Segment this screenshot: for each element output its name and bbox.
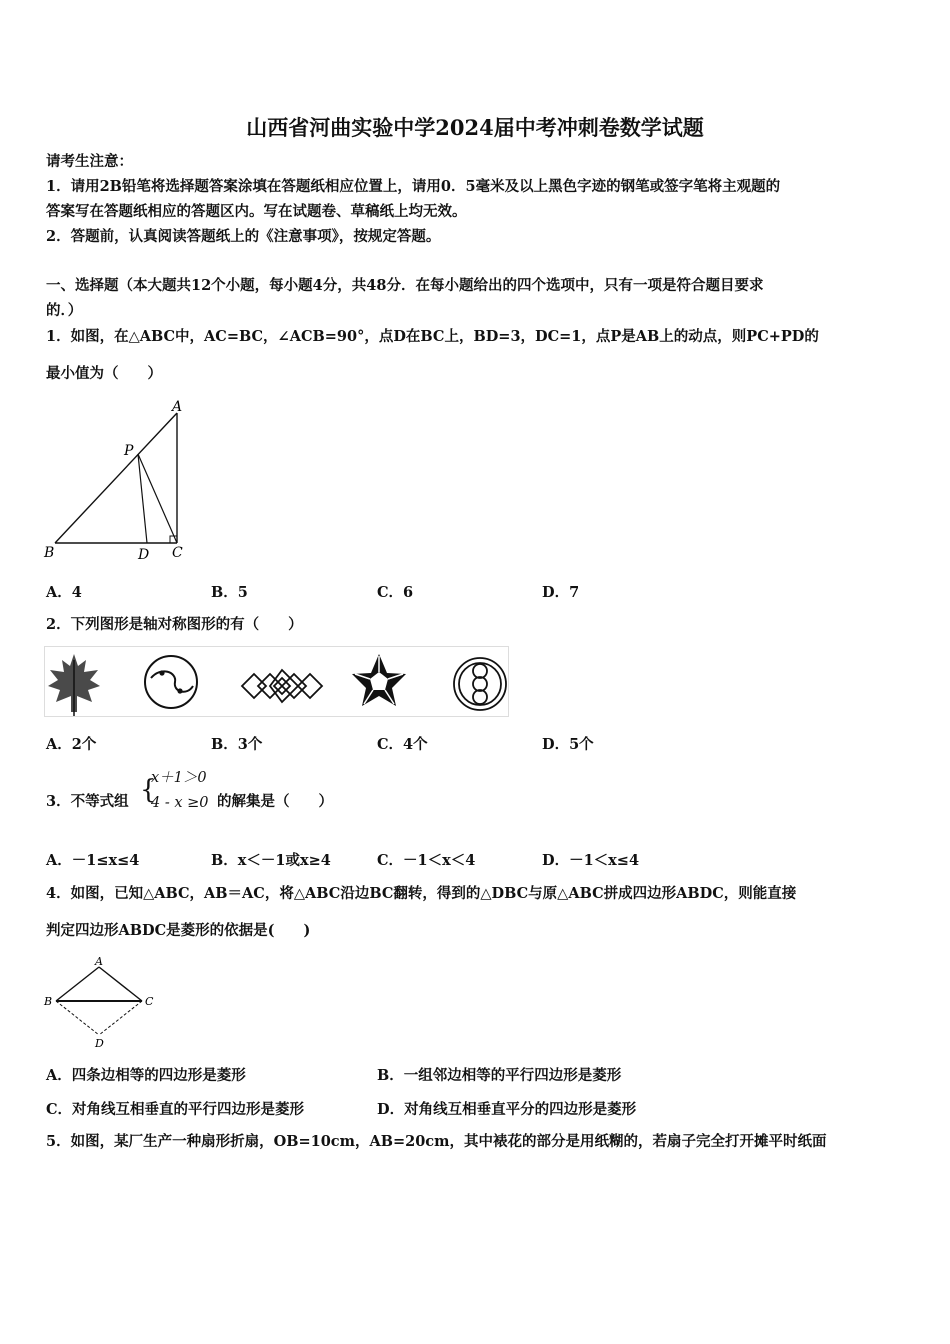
q2-option-c[interactable]: C．4个 <box>377 736 428 753</box>
label-B: B <box>44 995 53 1008</box>
section-heading-cont: 的．） <box>46 302 83 319</box>
q3-inequality-2: 4 - x ≥0 <box>151 795 209 811</box>
label-A: A <box>172 399 183 415</box>
concentric-circles-icon <box>454 658 506 710</box>
question-2-stem: 2．下列图形是轴对称图形的有（ ） <box>46 616 303 633</box>
notice-line: 2．答题前，认真阅读答题纸上的《注意事项》，按规定答题。 <box>46 228 441 245</box>
q4-option-a[interactable]: A．四条边相等的四边形是菱形 <box>46 1067 246 1084</box>
q3-option-a[interactable]: A．－1≤x≤4 <box>46 852 140 869</box>
q2-option-a[interactable]: A．2个 <box>46 736 97 753</box>
section-heading: 一、选择题（本大题共12个小题，每小题4分，共48分．在每小题给出的四个选项中，只有一项是符合题目要求 <box>46 277 764 294</box>
q1-option-a[interactable]: A．4 <box>46 584 82 601</box>
question-1-stem-cont: 最小值为（ ） <box>46 365 162 382</box>
q1-triangle-figure <box>40 395 200 565</box>
label-A: A <box>95 955 103 968</box>
q1-option-d[interactable]: D．7 <box>542 584 580 601</box>
q4-option-d[interactable]: D．对角线互相垂直平分的四边形是菱形 <box>377 1101 637 1118</box>
q3-option-c[interactable]: C．－1＜x＜4 <box>377 852 476 869</box>
question-4-stem: 4．如图，已知△ABC，AB＝AC，将△ABC沿边BC翻转，得到的△DBC与原△ABC拼成四边形ABDC，则能直接 <box>46 885 797 902</box>
brace-icon: { <box>140 775 157 805</box>
q4-rhombus-figure <box>42 955 162 1050</box>
q4-option-c[interactable]: C．对角线互相垂直的平行四边形是菱形 <box>46 1101 305 1118</box>
q3-inequality-1: x＋1＞0 <box>151 770 207 786</box>
label-C: C <box>145 995 154 1008</box>
notice-line: 1．请用2B铅笔将选择题答案涂填在答题纸相应位置上，请用0．5毫米及以上黑色字迹的钢笔或签字笔将主观题的 <box>46 178 781 195</box>
maple-leaf-icon <box>48 654 100 716</box>
question-5-stem: 5．如图，某厂生产一种扇形折扇，OB=10cm，AB=20cm，其中裱花的部分是用纸糊的，若扇子完全打开摊平时纸面 <box>46 1133 827 1150</box>
label-B: B <box>44 545 55 561</box>
q1-option-c[interactable]: C．6 <box>377 584 414 601</box>
q2-option-d[interactable]: D．5个 <box>542 736 594 753</box>
q3-option-b[interactable]: B．x＜－1或x≥4 <box>211 852 331 869</box>
question-3-prefix: 3．不等式组 <box>46 793 129 810</box>
label-D: D <box>95 1037 104 1050</box>
question-3-suffix: 的解集是（ ） <box>217 793 333 810</box>
notice-line: 答案写在答题纸相应的答题区内。写在试题卷、草稿纸上均无效。 <box>46 203 467 220</box>
yin-yang-icon <box>145 656 197 708</box>
notice-heading: 请考生注意： <box>46 153 133 170</box>
label-P: P <box>124 443 134 459</box>
label-C: C <box>172 545 183 561</box>
question-1-stem: 1．如图，在△ABC中，AC=BC，∠ACB=90°，点D在BC上，BD=3，DC=1，点P是AB上的动点，则PC+PD的 <box>46 328 819 345</box>
star-flower-icon <box>352 654 406 706</box>
page-title: 山西省河曲实验中学2024届中考冲刺卷数学试题 <box>246 115 704 140</box>
label-D: D <box>138 547 150 563</box>
q4-option-b[interactable]: B．一组邻边相等的平行四边形是菱形 <box>377 1067 622 1084</box>
knot-pattern-icon <box>242 670 322 702</box>
q2-option-b[interactable]: B．3个 <box>211 736 263 753</box>
q1-option-b[interactable]: B．5 <box>211 584 248 601</box>
q3-option-d[interactable]: D．－1＜x≤4 <box>542 852 640 869</box>
question-4-stem-cont: 判定四边形ABDC是菱形的依据是( ) <box>46 922 311 939</box>
q2-figures-strip <box>44 646 510 718</box>
